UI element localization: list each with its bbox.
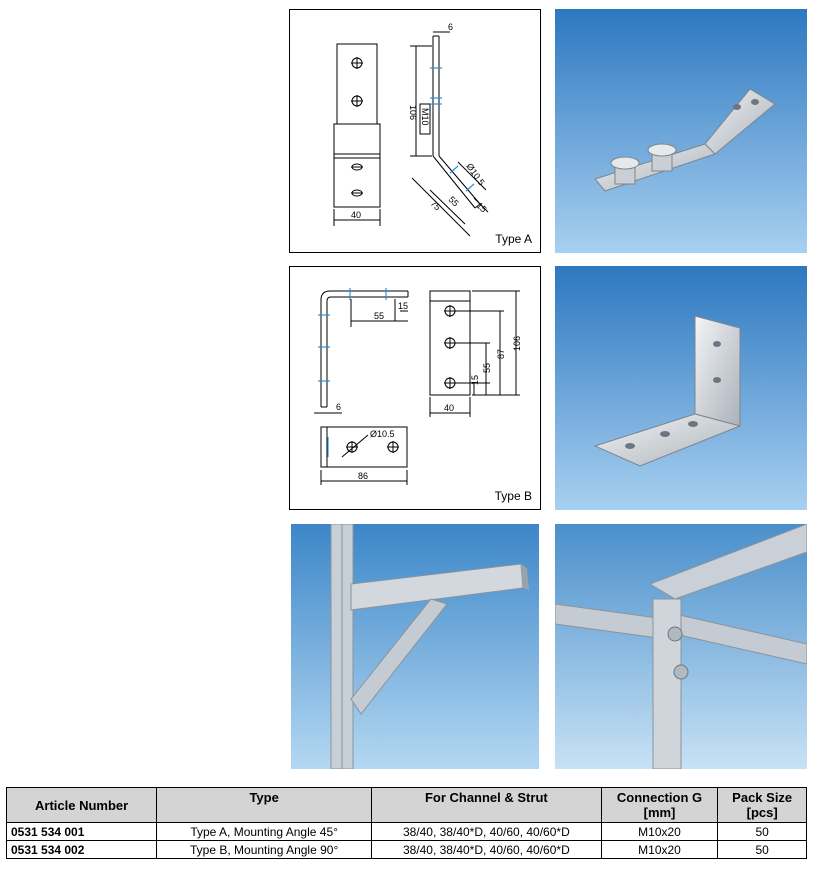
dim-b-15b: 15 — [470, 374, 480, 385]
header-type: Type — [157, 788, 372, 823]
cell-article-number: 0531 534 001 — [7, 823, 157, 841]
dim-b-6: 6 — [336, 402, 342, 412]
dim-b-15: 15 — [398, 301, 409, 311]
dim-b-55: 55 — [374, 311, 385, 321]
dim-a-bolt: M10 — [420, 108, 430, 126]
header-article-number: Article Number — [7, 788, 157, 823]
cell-article-number: 0531 534 002 — [7, 841, 157, 859]
cell-type: Type A, Mounting Angle 45° — [157, 823, 372, 841]
drawing-type-a — [289, 9, 541, 253]
table-row — [7, 823, 807, 841]
type-b-technical-drawing — [290, 267, 540, 509]
drawing-type-b — [289, 266, 541, 510]
photo-frame-corner-installation — [555, 524, 807, 769]
cell-pack-size: 50 — [718, 841, 807, 859]
dim-b-hole: Ø10.5 — [370, 429, 395, 439]
dim-a-len75: 75 — [428, 198, 443, 213]
photo-type-b-bracket — [555, 266, 807, 510]
table-header-row — [7, 788, 807, 823]
header-channel-strut: For Channel & Strut — [372, 788, 602, 823]
cell-connection: M10x20 — [601, 841, 718, 859]
table-row — [7, 841, 807, 859]
type-b-label: Type B — [494, 489, 532, 503]
header-connection: Connection G [mm] — [601, 788, 718, 823]
cell-type: Type B, Mounting Angle 90° — [157, 841, 372, 859]
specification-table — [6, 787, 807, 859]
dim-a-width: 40 — [351, 210, 362, 220]
header-pack-size: Pack Size [pcs] — [718, 788, 807, 823]
dim-a-len55: 55 — [446, 194, 461, 209]
dim-a-height: 106 — [408, 105, 418, 121]
cell-connection: M10x20 — [601, 823, 718, 841]
type-a-technical-drawing — [290, 10, 540, 252]
dim-b-55b: 55 — [482, 362, 492, 373]
cell-channel: 38/40, 38/40*D, 40/60, 40/60*D — [372, 823, 602, 841]
dim-a-thickness: 6 — [448, 22, 454, 32]
photo-cantilever-installation — [291, 524, 539, 769]
dim-a-hole: Ø10.5 — [464, 161, 487, 188]
dim-a-len15: 15 — [474, 200, 489, 215]
dim-b-87: 87 — [496, 348, 506, 359]
type-a-label: Type A — [495, 232, 532, 246]
cell-pack-size: 50 — [718, 823, 807, 841]
dim-b-86: 86 — [358, 471, 369, 481]
dim-b-40: 40 — [444, 403, 455, 413]
photo-type-a-bracket — [555, 9, 807, 253]
dim-b-106: 106 — [512, 335, 522, 351]
cell-channel: 38/40, 38/40*D, 40/60, 40/60*D — [372, 841, 602, 859]
